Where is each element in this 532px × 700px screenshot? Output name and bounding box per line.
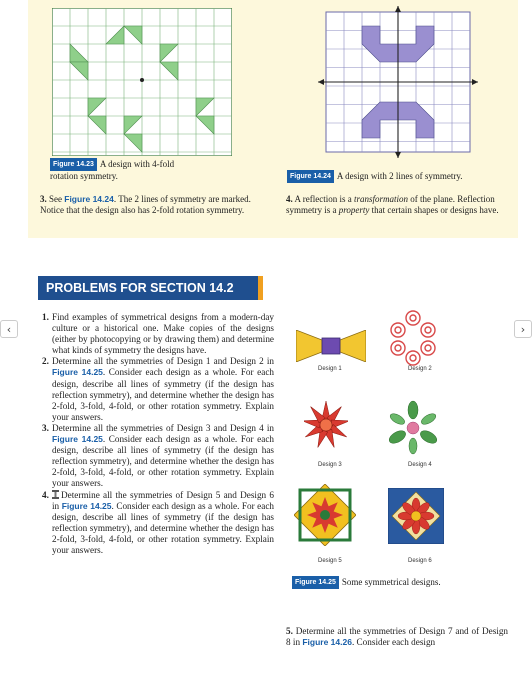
figure-14-23-caption: Figure 14.23 A design with 4-fold rotation symmetry. <box>50 159 175 181</box>
design-6-label: Design 6 <box>408 558 432 564</box>
figure-label: Figure 14.24 <box>287 170 334 183</box>
section-title-banner: PROBLEMS FOR SECTION 14.2 <box>38 276 263 300</box>
design-3-flower <box>304 400 348 450</box>
problem-5-paragraph: 5. Determine all the symmetries of Design 7 and of Design 8 in Figure 14.26. Consider each design <box>286 626 509 647</box>
design-2-spirals <box>386 308 440 366</box>
figure-14-23-grid <box>52 8 232 156</box>
problem-item: 2. Determine all the symmetries of Design 1 and Design 2 in Figure 14.25. Consider each design as a whole. For each design, describe all lines of symmetry (if the design has reflection symmetry), and determine whether the design has 2-fold, 3-fold, 4-fold, or other rotation symmetry. Explain your answers. <box>42 356 274 422</box>
next-page-button[interactable]: › <box>514 320 532 338</box>
figure-reference-link[interactable]: Figure 14.24 <box>64 194 114 204</box>
figure-reference-link[interactable]: Figure 14.25 <box>52 367 103 378</box>
design-5-label: Design 5 <box>318 558 342 564</box>
figure-14-25-caption: Figure 14.25 Some symmetrical designs. <box>292 576 452 589</box>
design-6-tile <box>388 488 444 544</box>
problem-item: 4. Determine all the symmetries of Design 5 and Design 6 in Figure 14.25. Consider each design as a whole. For each design, describe all lines of symmetry (if the design has reflection symmetry), and determine whether the design has 2-fold, 3-fold, 4-fold, or other rotation symmetry. Explain your answers. <box>42 489 275 555</box>
problem-list <box>42 312 274 556</box>
figure-14-24-grid <box>318 6 478 158</box>
note-3-paragraph: 3. See Figure 14.24. The 2 lines of symmetry are marked. Notice that the design also has 2-fold rotation symmetry. <box>40 194 251 215</box>
design-4-leaves <box>384 400 442 456</box>
problem-item: 1. Find examples of symmetrical designs from a modern-day culture or a historical one. Make copies of the designs (either by photocopying or by drawing them) and determine what kinds of symmetry the designs have. <box>42 312 274 356</box>
prev-page-button[interactable]: ‹ <box>0 320 18 338</box>
design-1-label: Design 1 <box>318 366 342 372</box>
note-4-paragraph: 4. A reflection is a transformation of the plane. Reflection symmetry is a property that certain shapes or designs have. <box>286 194 499 215</box>
rotation-center-dot <box>140 78 144 82</box>
figure-label: Figure 14.25 <box>292 576 339 589</box>
figure-label: Figure 14.23 <box>50 158 97 171</box>
problem-item: 3. Determine all the symmetries of Design 3 and Design 4 in Figure 14.25. Consider each design as a whole. For each design, describe all lines of symmetry (if the design has reflection symmetry), and determine whether the design has 2-fold, 3-fold, 4-fold, or other rotation symmetry. Explain your answers. <box>42 422 274 489</box>
figure-reference-link[interactable]: Figure 14.26 <box>302 637 352 647</box>
figure-reference-link[interactable]: Figure 14.25 <box>52 434 103 445</box>
design-3-label: Design 3 <box>318 462 342 468</box>
design-4-label: Design 4 <box>408 462 432 468</box>
figure-reference-link[interactable]: Figure 14.25 <box>61 500 112 511</box>
design-5-tile <box>294 484 356 546</box>
challenge-icon <box>52 490 59 499</box>
design-1-bowtie <box>296 330 366 362</box>
figure-14-24-caption: Figure 14.24 A design with 2 lines of symmetry. <box>287 170 512 183</box>
design-2-label: Design 2 <box>408 366 432 372</box>
